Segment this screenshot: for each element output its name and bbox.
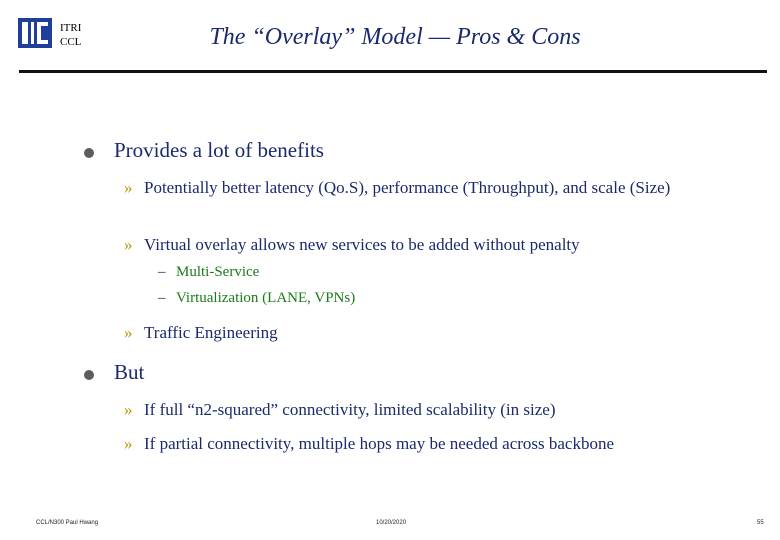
sub-bullet-partial-connectivity: If partial connectivity, multiple hops may be needed across backbone xyxy=(144,434,615,453)
sub-bullet-full-connectivity: If full “n2-squared” connectivity, limited scalability (in size) xyxy=(144,400,556,419)
sub-bullet-marker-icon: » xyxy=(124,178,133,197)
sub-sub-item-multi-service: Multi-Service xyxy=(176,264,260,280)
sub-bullet-latency: Potentially better latency (Qo.S), performance (Throughput), and scale (Size) xyxy=(144,178,671,197)
org-line-1: ITRI xyxy=(60,22,82,34)
sub-bullet-marker-icon: » xyxy=(124,434,133,453)
org-label xyxy=(60,21,81,49)
title-divider xyxy=(19,70,767,73)
footer-page-number: 55 xyxy=(757,520,764,526)
dash-marker-icon: – xyxy=(158,264,166,280)
bullet-dot-icon xyxy=(84,148,94,158)
sub-bullet-marker-icon: » xyxy=(124,400,133,419)
bullet-benefits: Provides a lot of benefits xyxy=(114,138,324,162)
bullet-dot-icon xyxy=(84,370,94,380)
sub-bullet-traffic-engineering: Traffic Engineering xyxy=(144,323,278,342)
sub-sub-item-virtualization: Virtualization (LANE, VPNs) xyxy=(176,290,356,306)
sub-bullet-virtual-overlay: Virtual overlay allows new services to be added without penalty xyxy=(144,235,580,254)
itri-logo-icon xyxy=(18,18,52,48)
bullet-but: But xyxy=(114,360,145,384)
slide-title: The “Overlay” Model — Pros & Cons xyxy=(209,24,581,50)
footer-author: CCL/N300 Paul Hwang xyxy=(36,520,99,526)
sub-bullet-marker-icon: » xyxy=(124,235,133,254)
org-line-2: CCL xyxy=(60,36,82,48)
footer-date: 10/20/2020 xyxy=(376,520,407,526)
dash-marker-icon: – xyxy=(158,290,166,306)
sub-bullet-marker-icon: » xyxy=(124,323,133,342)
